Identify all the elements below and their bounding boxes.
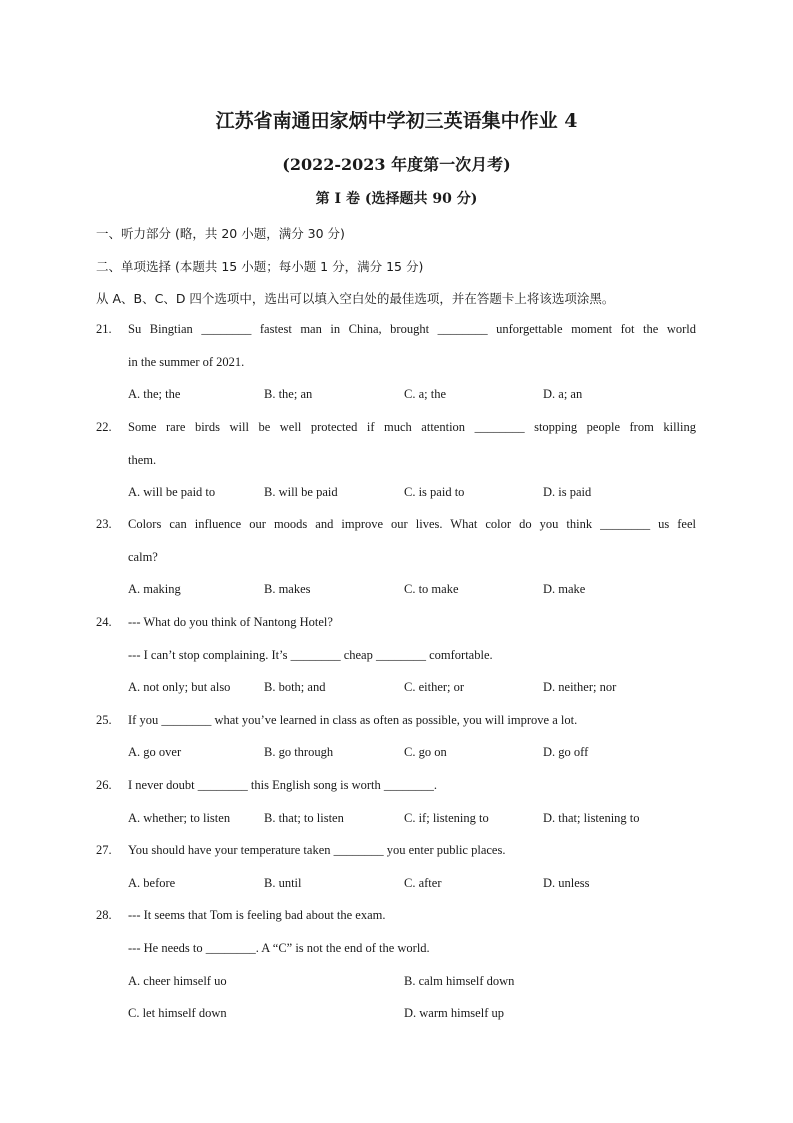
option-c[interactable]: C. is paid to [404, 485, 465, 499]
option-d[interactable]: D. a; an [543, 387, 583, 401]
option-a[interactable]: A. not only; but also [128, 680, 231, 694]
option-d[interactable]: D. warm himself up [404, 1006, 504, 1020]
option-a[interactable]: A. before [128, 876, 176, 890]
question-stem-continued: --- I can’t stop complaining. It’s ________ cheap ________ comfortable. [128, 648, 493, 662]
question-stem: --- It seems that Tom is feeling bad about the exam. [128, 908, 386, 922]
question-stem: Colors can influence our moods and improve our lives. What color do you think ________ us feel [128, 517, 696, 531]
question-number: 25. [96, 713, 112, 727]
option-c[interactable]: C. a; the [404, 387, 447, 401]
option-a[interactable]: A. will be paid to [128, 485, 216, 499]
question-stem: You should have your temperature taken ________ you enter public places. [128, 843, 506, 857]
question-number: 24. [96, 615, 112, 629]
option-a[interactable]: A. cheer himself uo [128, 974, 227, 988]
option-c[interactable]: C. if; listening to [404, 811, 489, 825]
question-stem-continued: in the summer of 2021. [128, 355, 245, 369]
question-stem: If you ________ what you’ve learned in class as often as possible, you will improve a lot. [128, 713, 578, 727]
question-stem: Su Bingtian ________ fastest man in China, brought ________ unforgettable moment fot the world [128, 322, 696, 336]
part-listening: 一、听力部分 (略，共 20 小题，满分 30 分) [96, 226, 345, 241]
option-a[interactable]: A. go over [128, 745, 182, 759]
option-b[interactable]: B. that; to listen [264, 811, 344, 825]
option-b[interactable]: B. go through [264, 745, 334, 759]
option-d[interactable]: D. neither; nor [543, 680, 617, 694]
document-title: 江苏省南通田家炳中学初三英语集中作业 4 [215, 110, 578, 132]
option-d[interactable]: D. that; listening to [543, 811, 640, 825]
option-b[interactable]: B. calm himself down [404, 974, 515, 988]
option-d[interactable]: D. is paid [543, 485, 592, 499]
question-stem-continued: them. [128, 453, 157, 467]
option-c[interactable]: C. to make [404, 582, 459, 596]
option-d[interactable]: D. unless [543, 876, 590, 890]
option-b[interactable]: B. both; and [264, 680, 326, 694]
option-b[interactable]: B. until [264, 876, 302, 890]
option-d[interactable]: D. make [543, 582, 586, 596]
option-b[interactable]: B. makes [264, 582, 311, 596]
instruction-text: 从 A、B、C、D 四个选项中，选出可以填入空白处的最佳选项，并在答题卡上将该选项涂黑。 [96, 291, 615, 306]
option-c[interactable]: C. after [404, 876, 442, 890]
question-number: 28. [96, 908, 112, 922]
question-stem-continued: --- He needs to ________. A “C” is not the end of the world. [128, 941, 430, 955]
document-subtitle: (2022-2023 年度第一次月考) [282, 155, 511, 174]
option-c[interactable]: C. let himself down [128, 1006, 227, 1020]
part-single-choice: 二、单项选择 (本题共 15 小题；每小题 1 分，满分 15 分) [96, 259, 424, 274]
option-b[interactable]: B. will be paid [264, 485, 338, 499]
question-number: 23. [96, 517, 112, 531]
option-a[interactable]: A. the; the [128, 387, 181, 401]
option-a[interactable]: A. whether; to listen [128, 811, 231, 825]
option-c[interactable]: C. go on [404, 745, 447, 759]
question-stem-continued: calm? [128, 550, 158, 564]
question-stem: Some rare birds will be well protected if much attention ________ stopping people from killing [128, 420, 696, 434]
option-c[interactable]: C. either; or [404, 680, 465, 694]
question-stem: --- What do you think of Nantong Hotel? [128, 615, 333, 629]
question-number: 21. [96, 322, 112, 336]
option-d[interactable]: D. go off [543, 745, 589, 759]
question-number: 26. [96, 778, 112, 792]
option-a[interactable]: A. making [128, 582, 181, 596]
option-b[interactable]: B. the; an [264, 387, 313, 401]
question-number: 27. [96, 843, 112, 857]
question-number: 22. [96, 420, 112, 434]
question-stem: I never doubt ________ this English song is worth ________. [128, 778, 438, 792]
section-heading: 第 I 卷 (选择题共 90 分) [315, 191, 478, 207]
